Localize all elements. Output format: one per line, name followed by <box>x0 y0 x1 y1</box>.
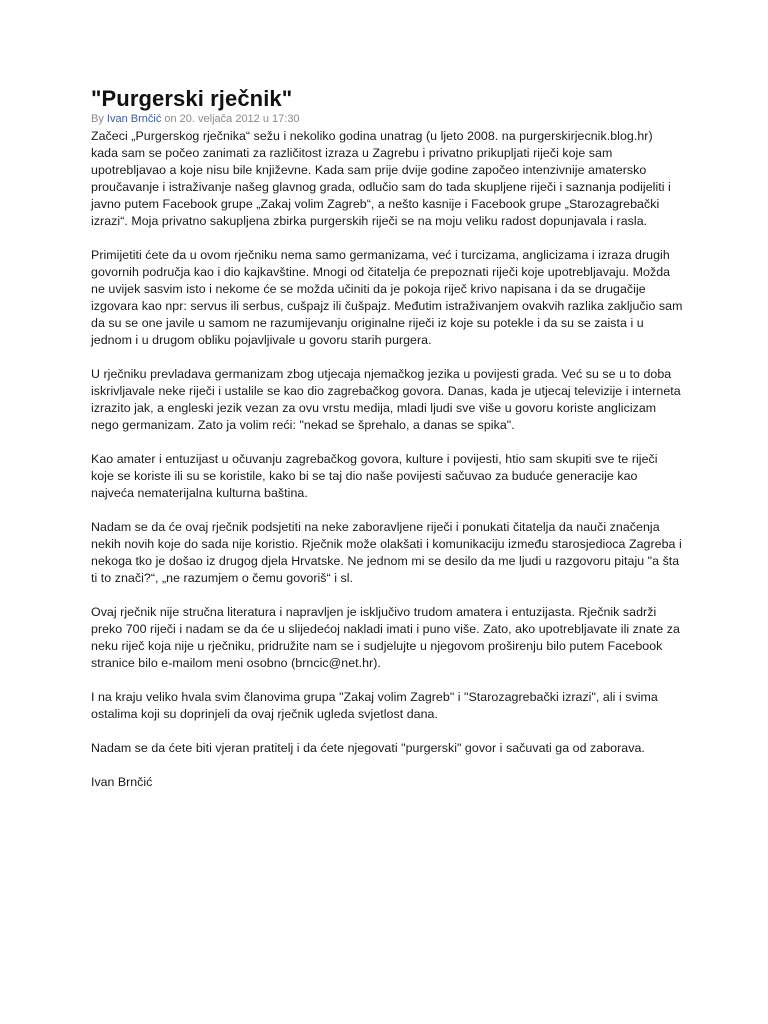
paragraph: Nadam se da ćete biti vjeran pratitelj i da ćete njegovati "purgerski" govor i sačuvati ga od zaborava. <box>91 741 645 755</box>
paragraph: U rječniku prevladava germanizam zbog utjecaja njemačkog jezika u povijesti grada. Već su se u to doba iskrivljavale neke riječi i ustalile se kao dio zagrebačkog govora. Danas, kada je utjecaj televizije i interneta izrazito jak, a engleski jezik vezan za ovu vrstu medija, mladi ljudi sve više u govoru koriste anglicizam nego germanizam. Zato ja volim reći: "nekad se šprehalo, a danas se spika". <box>91 367 681 432</box>
paragraph: Primijetiti ćete da u ovom rječniku nema samo germanizama, već i turcizama, anglicizama i izraza drugih govornih područja kao i dio kajkavštine. Mnogi od čitatelja će prepoznati riječi koje upotrebljavaju. Možda ne uvijek sasvim isto i nekome će se možda učiniti da je pokoja riječ krivo napisana i da se drugačije izgovara kao npr: servus ili serbus, cušpajz ili čušpajz. Međutim istraživanjem ovakvih razlika zaključio sam da su se one javile u samom ne razumijevanju originalne riječi iz koje su potekle i da su se zaista i u jednom i u drugom obliku pojavljivale u govoru starih purgera. <box>91 248 683 347</box>
paragraph: Kao amater i entuzijast u očuvanju zagrebačkog govora, kulture i povijesti, htio sam skupiti sve te riječi koje se koriste ili su se koristile, kako bi se taj dio naše povijesti sačuvao za buduće generacije kao najveća nematerijalna kulturna baština. <box>91 452 658 500</box>
byline <box>91 112 683 126</box>
article-title: "Purgerski rječnik" <box>91 86 293 111</box>
paragraph: I na kraju veliko hvala svim članovima grupa "Zakaj volim Zagreb" i "Starozagrebački izrazi", ali i svima ostalima koji su doprinjeli da ovaj rječnik ugleda svjetlost dana. <box>91 690 658 721</box>
signature: Ivan Brnčić <box>91 775 153 789</box>
publish-date: on 20. veljača 2012 u 17:30 <box>164 113 300 125</box>
paragraph: Ovaj rječnik nije stručna literatura i napravljen je isključivo trudom amatera i entuzijasta. Rječnik sadrži preko 700 riječi i nadam se da će u slijedećoj nakladi imati i puno više. Zato, ako upotrebljavate ili znate za neku riječ koja nije u rječniku, pridružite nam se i sudjelujte u njegovom proširenju bilo putem Facebook stranice bilo e-mailom meni osobno (brncic@net.hr). <box>91 605 680 670</box>
paragraph: Nadam se da će ovaj rječnik podsjetiti na neke zaboravljene riječi i ponukati čitatelja da nauči značenja nekih novih koje do sada nije koristio. Rječnik može olakšati i komunikaciju između starosjedioca Zagreba i nekoga tko je došao iz drugog djela Hrvatske. Ne jednom mi se desilo da me ljudi u razgovoru pitaju "a šta ti to znači?“, „ne razumjem o čemu govoriš“ i sl. <box>91 520 682 585</box>
author-link[interactable]: Ivan Brnčić <box>106 113 162 125</box>
byline-prefix: By <box>91 113 104 125</box>
article <box>91 86 683 791</box>
paragraph: Začeci „Purgerskog rječnika“ sežu i nekoliko godina unatrag (u ljeto 2008. na purgerskirjecnik.blog.hr) kada sam se počeo zanimati za različitost izraza u Zagrebu i privatno prikupljati riječi koje sam upotrebljavao a koje nisu bile književne. Kada sam prije dvije godine započeo intenzivnije amatersko proučavanje i istraživanje našeg glavnog grada, odlučio sam do tada skupljene riječi i saznanja podijeliti i javno putem Facebook grupe „Zakaj volim Zagreb“, a nešto kasnije i Facebook grupe „Starozagrebački izrazi“. Moja privatno sakupljena zbirka purgerskih riječi se na moju veliku radost dopunjavala i rasla. <box>91 129 671 228</box>
